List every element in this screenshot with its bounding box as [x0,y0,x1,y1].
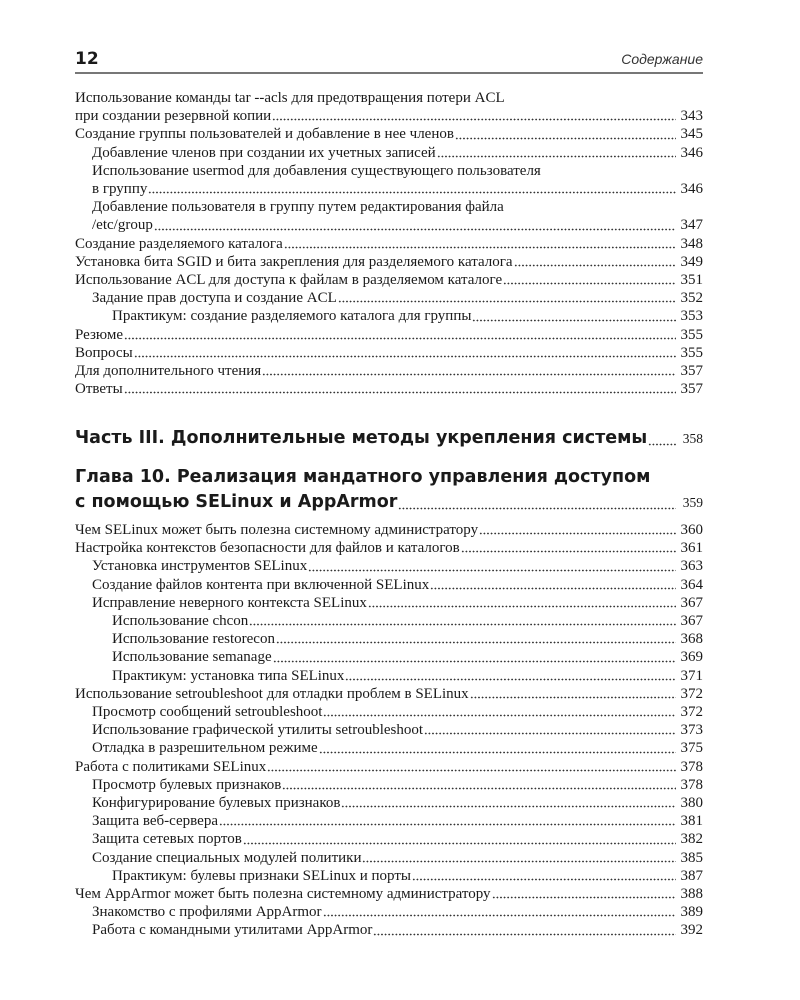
page-ref: 357 [680,363,703,380]
dot-leader [503,275,676,285]
toc-entry-text: Использование ACL для доступа к файлам в разделяемом каталоге [75,272,503,289]
toc-entry-row [75,180,703,198]
page-ref: 353 [680,308,703,325]
dot-leader [272,111,676,121]
toc-entry-row [75,921,703,939]
toc-entry[interactable] [75,380,703,398]
toc-entry[interactable] [75,703,703,721]
running-header: Содержание [621,51,703,67]
toc-entry-text: /etc/group [92,217,153,234]
toc-entry-row [75,557,703,575]
dot-leader [134,348,676,358]
page-ref: 385 [680,849,703,866]
toc-entry-text: Установка инструментов SELinux [92,558,308,575]
toc-entry-row [75,521,703,539]
toc-entry-text: Исправление неверного контекста SELinux [92,594,367,611]
dot-leader [424,725,676,735]
toc-entry-text: Создание специальных модулей политики [92,849,362,866]
page-ref: 382 [680,831,703,848]
toc-entry-text: в группу [92,181,148,198]
dot-leader [412,871,676,881]
toc-entry-row [75,344,703,362]
dot-leader [284,239,676,249]
page-number: 12 [75,49,99,69]
dot-leader [154,221,676,231]
toc-entry-row [75,630,703,648]
toc-entry[interactable] [75,903,703,921]
toc-entry-row [75,289,703,307]
dot-leader [323,907,676,917]
toc-entry-text: Конфигурирование булевых признаков [92,795,341,812]
page-ref: 357 [680,381,703,398]
page-ref: 378 [680,758,703,775]
dot-leader [273,653,676,663]
header-rule [75,72,703,74]
toc-entry-row [75,739,703,757]
toc-entry-row [75,685,703,703]
page-ref: 388 [680,886,703,903]
toc-entry-row [75,703,703,721]
toc-entry[interactable] [75,162,703,198]
dot-leader [345,671,676,681]
dot-leader [373,926,676,936]
toc-group-1 [75,89,703,398]
toc-entry[interactable] [75,667,703,685]
dot-leader [267,762,676,772]
page-ref: 343 [680,108,703,125]
toc-entry-text: при создании резервной копии [75,108,272,125]
page-ref: 367 [680,613,703,630]
toc-entry-text: Использование usermod для добавления существующего пользователя [92,162,541,179]
toc-entry-text: Чем SELinux может быть полезна системному администратору [75,522,479,538]
toc-entry[interactable] [75,362,703,380]
toc-entry-text: Создание файлов контента при включенной SELinux [92,576,430,593]
toc-entry-text: Добавление членов при создании их учетных записей [92,144,436,161]
dot-leader [472,312,676,322]
toc-entry-text: Практикум: создание разделяемого каталога для группы [112,308,472,325]
page-ref: 360 [680,522,703,538]
toc-entry-row [75,794,703,812]
toc-entry[interactable] [75,125,703,143]
page-ref: 380 [680,795,703,812]
dot-leader [262,366,676,376]
toc-entry[interactable] [75,776,703,794]
part-title: Часть III. Дополнительные методы укрепления системы [75,428,648,448]
toc-entry[interactable] [75,521,703,539]
toc-entry-text: Создание группы пользователей и добавление в нее членов [75,126,454,143]
page-ref: 355 [680,326,703,343]
toc-entry[interactable] [75,685,703,703]
toc-entry-text: Резюме [75,326,124,343]
toc-entry-text: Отладка в разрешительном режиме [92,740,318,757]
dot-leader [430,580,676,590]
toc-entry-row [75,235,703,253]
toc-entry-text: Защита сетевых портов [92,831,242,848]
toc-entry[interactable] [75,758,703,776]
toc-entry-row [75,758,703,776]
toc-entry-row [75,307,703,325]
toc-entry-row [75,830,703,848]
toc-entry-text: Задание прав доступа и создание ACL [92,290,337,307]
dot-leader [648,436,676,446]
toc-entry-text: Вопросы [75,344,133,361]
toc-entry-row [75,125,703,143]
dot-leader [362,853,676,863]
page-ref: 347 [680,217,703,234]
toc-entry-row [75,539,703,557]
toc-entry-row [75,144,703,162]
page-ref: 368 [680,631,703,648]
page-ref: 346 [680,181,703,198]
chapter-title-line-1: Глава 10. Реализация мандатного управления доступом [75,467,651,487]
toc-entry-text: Добавление пользователя в группу путем редактирования файла [92,199,504,216]
toc-entry-text: Практикум: булевы признаки SELinux и порты [112,867,411,884]
toc-entry-row [75,253,703,271]
toc-entry[interactable] [75,198,703,234]
toc-entry-text: Использование команды tar --acls для предотвращения потери ACL [75,90,505,106]
page-ref: 351 [680,272,703,289]
toc-entry[interactable] [75,794,703,812]
dot-leader [148,184,676,194]
page-ref: 364 [680,576,703,593]
dot-leader [341,798,676,808]
toc-entry[interactable] [75,921,703,939]
toc-entry-text: Использование графической утилиты setroubleshoot [92,722,424,739]
dot-leader [338,293,676,303]
toc-entry-row [75,776,703,794]
toc-entry[interactable] [75,557,703,575]
toc-entry-text: Знакомство с профилями AppArmor [92,904,322,921]
page-ref: 352 [680,290,703,307]
toc-entry[interactable] [75,739,703,757]
chapter-heading[interactable] [75,465,703,515]
dot-leader [398,500,676,510]
toc-entry-text: Использование setroubleshoot для отладки проблем в SELinux [75,685,469,702]
page-ref: 348 [680,235,703,252]
toc-entry-text: Практикум: установка типа SELinux [112,667,345,684]
page-ref: 359 [682,495,703,510]
page-ref: 375 [680,740,703,757]
toc-entry-text: Работа с командными утилитами AppArmor [92,922,373,939]
toc-entry[interactable] [75,849,703,867]
toc-entry-row [75,107,703,125]
toc-entry[interactable] [75,253,703,271]
toc-entry[interactable] [75,648,703,666]
toc-entry[interactable] [75,326,703,344]
toc-entry-text: Чем AppArmor может быть полезна системному администратору [75,886,491,903]
toc-entry-text: Для дополнительного чтения [75,363,262,380]
toc-entry-row [75,648,703,666]
dot-leader [319,744,676,754]
toc-entry-text: Работа с политиками SELinux [75,758,267,775]
dot-leader [368,598,676,608]
toc-entry[interactable] [75,576,703,594]
page-ref: 378 [680,776,703,793]
toc-entry[interactable] [75,830,703,848]
dot-leader [437,148,676,158]
toc-entry-row [75,612,703,630]
toc-entry[interactable] [75,144,703,162]
toc-entry-text: Настройка контекстов безопасности для файлов и каталогов [75,540,460,557]
toc-entry-row [75,326,703,344]
toc-entry-text: Ответы [75,381,123,398]
toc-entry[interactable] [75,612,703,630]
toc-entry-text: Установка бита SGID и бита закрепления для разделяемого каталога [75,253,513,270]
toc-entry-row [75,885,703,903]
toc-entry-text: Создание разделяемого каталога [75,235,283,252]
page-ref: 361 [680,540,703,557]
toc-entry-row [75,812,703,830]
page-ref: 372 [680,685,703,702]
toc-entry[interactable] [75,885,703,903]
toc-entry[interactable] [75,289,703,307]
toc-entry[interactable] [75,721,703,739]
toc-entry-row [75,849,703,867]
toc-entry[interactable] [75,344,703,362]
page-ref: 349 [680,253,703,270]
page-ref: 367 [680,594,703,611]
dot-leader [323,707,676,717]
toc-entry-row [75,594,703,612]
toc-entry[interactable] [75,307,703,325]
toc-entry-text: Просмотр сообщений setroubleshoot [92,704,323,721]
page-ref: 358 [682,431,703,446]
dot-leader [514,257,676,267]
page-ref: 387 [680,867,703,884]
toc-entry-text: Использование chcon [112,613,249,630]
dot-leader [455,130,676,140]
toc-entry-text: Использование semanage [112,649,272,666]
page-ref: 345 [680,126,703,143]
page-ref: 355 [680,344,703,361]
toc-entry-row [75,667,703,685]
dot-leader [492,889,676,899]
part-heading[interactable] [75,426,703,451]
page-ref: 363 [680,558,703,575]
toc-entry[interactable] [75,271,703,289]
page-ref: 369 [680,649,703,666]
dot-leader [124,330,676,340]
dot-leader [219,816,676,826]
toc-entry[interactable] [75,235,703,253]
chapter-title-line-2: с помощью SELinux и AppArmor [75,492,398,512]
dot-leader [249,616,676,626]
dot-leader [308,562,676,572]
page-ref: 389 [680,904,703,921]
toc-entry-row [75,216,703,234]
toc-entry-row [75,576,703,594]
page-ref: 372 [680,704,703,721]
page-ref: 373 [680,722,703,739]
dot-leader [276,634,676,644]
dot-leader [282,780,676,790]
dot-leader [243,835,676,845]
toc-entry[interactable] [75,594,703,612]
toc-entry[interactable] [75,539,703,557]
toc-group-2 [75,521,703,940]
toc-entry-row [75,271,703,289]
dot-leader [124,384,676,394]
page-ref: 381 [680,813,703,830]
dot-leader [461,543,676,553]
toc-entry-text: Просмотр булевых признаков [92,776,282,793]
toc-entry-row [75,867,703,885]
page-ref: 371 [680,667,703,684]
toc-entry-row [75,362,703,380]
toc-entry-row [75,380,703,398]
toc-entry-text: Защита веб-сервера [92,813,218,830]
dot-leader [479,525,676,535]
toc-entry-row [75,903,703,921]
page-ref: 392 [680,922,703,939]
toc-entry-text: Использование restorecon [112,631,275,648]
page-ref: 346 [680,144,703,161]
toc-entry[interactable] [75,812,703,830]
toc-entry[interactable] [75,630,703,648]
toc-entry[interactable] [75,867,703,885]
toc-entry-row [75,721,703,739]
toc-entry[interactable] [75,89,703,125]
dot-leader [470,689,676,699]
